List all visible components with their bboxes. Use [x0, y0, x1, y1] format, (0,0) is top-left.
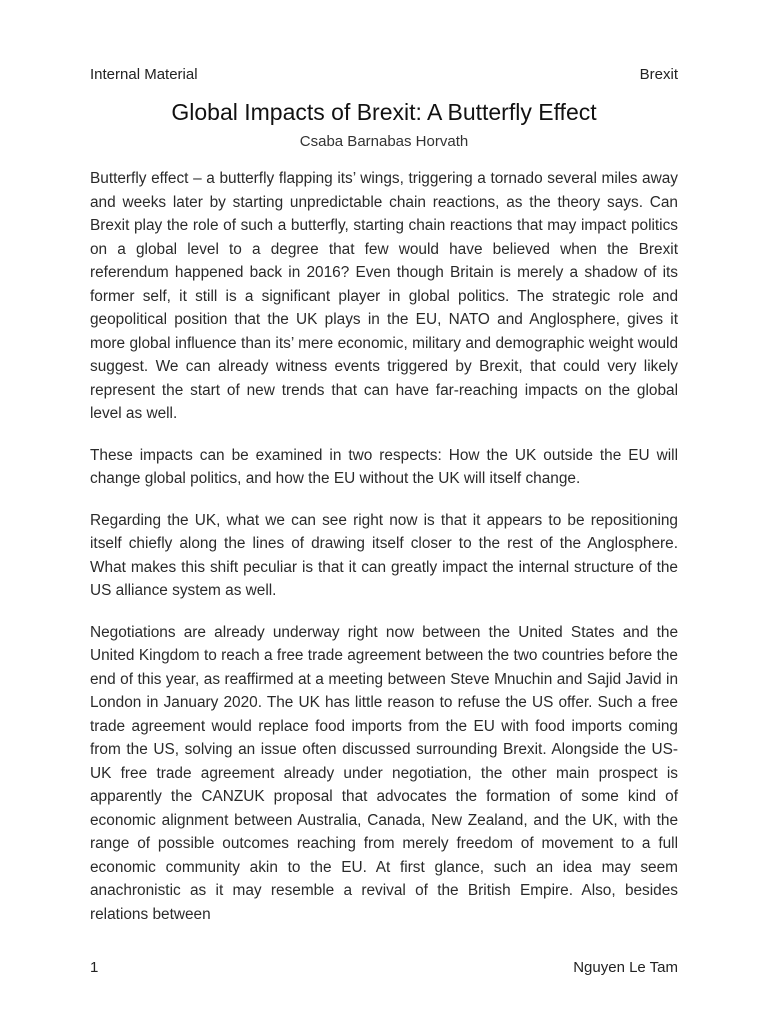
document-title: Global Impacts of Brexit: A Butterfly Effect	[171, 99, 597, 125]
page-header	[90, 66, 678, 84]
paragraph: These impacts can be examined in two respects: How the UK outside the EU will change global politics, and how the EU without the UK will itself change.	[90, 446, 678, 487]
header-right-label: Brexit	[639, 66, 678, 83]
document-author: Csaba Barnabas Horvath	[299, 133, 469, 150]
document-body	[90, 167, 678, 944]
page-number: 1	[90, 959, 99, 976]
page-footer	[90, 958, 678, 978]
footer-name: Nguyen Le Tam	[573, 959, 678, 976]
header-left-label: Internal Material	[90, 66, 198, 83]
paragraph: Regarding the UK, what we can see right now is that it appears to be repositioning itself chiefly along the lines of drawing itself closer to the rest of the Anglosphere. What makes this shift peculiar is that it can greatly impact the internal structure of the US alliance system as well.	[90, 511, 678, 599]
paragraph: Negotiations are already underway right now between the United States and the United Kingdom to reach a free trade agreement between the two countries before the end of this year, as reaffirmed at a meeting between Steve Mnuchin and Sajid Javid in London in January 2020. The UK has little reason to refuse the US offer. Such a free trade agreement would replace food imports from the EU with food imports coming from the US, solving an issue often discussed surrounding Brexit. Alongside the US-UK free trade agreement already under negotiation, the other main prospect is apparently the CANZUK proposal that advocates the formation of some kind of economic alignment between Australia, Canada, New Zealand, and the UK, with the range of possible outcomes reaching from merely freedom of movement to a full economic community akin to the EU. At first glance, such an idea may seem anachronistic as it may resemble a revival of the British Empire. Also, besides relations between	[90, 623, 678, 923]
paragraph: Butterfly effect – a butterfly flapping its’ wings, triggering a tornado several miles away and weeks later by starting unpredictable chain reactions, as the theory says. Can Brexit play the role of such a butterfly, starting chain reactions that may impact politics on a global level to a degree that few would have believed when the Brexit referendum happened back in 2016? Even though Britain is merely a shadow of its former self, it still is a significant player in global politics. The strategic role and geopolitical position that the UK plays in the EU, NATO and Anglosphere, gives it more global influence than its’ mere economic, military and demographic weight would suggest. We can already witness events triggered by Brexit, that could very likely represent the start of new trends that can have far-reaching impacts on the global level as well.	[90, 170, 678, 422]
